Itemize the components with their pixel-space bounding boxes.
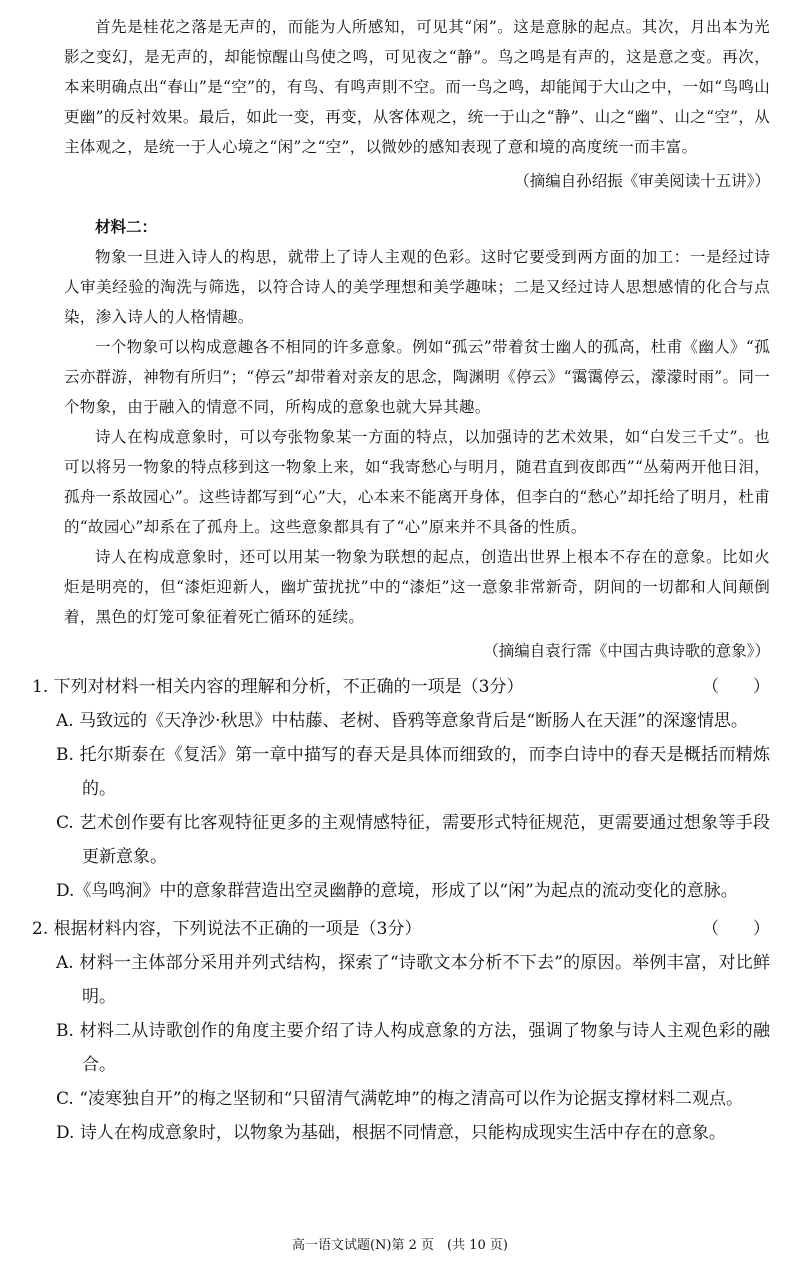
option-c: C. 艺术创作要有比客观特征更多的主观情感特征，需要形式特征规范，更需要通过想象等手段更新意象。 — [56, 813, 770, 867]
option-d: D. 诗人在构成意象时，以物象为基础，根据不同情意，只能构成现实生活中存在的意象。 — [56, 1123, 726, 1143]
question-stem — [32, 670, 770, 704]
material2-paragraph: 诗人在构成意象时，可以夸张物象某一方面的特点，以加强诗的艺术效果，如“白发三千丈”。也可以将另一物象的特点移到这一物象上来，如“我寄愁心与明月，随君直到夜郎西”“丛菊两开他日泪，孤舟一系故园心”。这些诗都写到“心”大，心本来不能离开身体，但李白的“愁心”却托给了明月，杜甫的“故园心”却系在了孤舟上。这些意象都具有了“心”原来并不具备的性质。 — [64, 428, 770, 536]
question-stem-text: 1. 下列对材料一相关内容的理解和分析，不正确的一项是（3分） — [32, 677, 524, 697]
option-b: B. 托尔斯泰在《复活》第一章中描写的春天是具体而细致的，而李白诗中的春天是概括而精炼的。 — [56, 745, 770, 799]
material2-paragraph: 诗人在构成意象时，还可以用某一物象为联想的起点，创造出世界上根本不存在的意象。比如火炬是明亮的，但“漆炬迎新人，幽圹萤扰扰”中的“漆炬”这一意象非常新奇，阴间的一切都和人间颠倒着，黑色的灯笼可象征着死亡循环的延续。 — [64, 548, 770, 626]
page-footer: 高一语文试题(N)第 2 页 (共 10 页) — [291, 1238, 508, 1253]
material2-heading: 材料二： — [95, 217, 158, 236]
material1-paragraph: 首先是桂花之落是无声的，而能为人所感知，可见其“闲”。这是意脉的起点。其次，月出本为光影之变幻，是无声的，却能惊醒山鸟使之鸣，可见夜之“静”。鸟之鸣是有声的，这是意之变。再次，本来明确点出“春山”是“空”的，有鸟、有鸣声則不空。而一鸟之鸣，却能闻于大山之中，一如“鸟鸣山更幽”的反衬效果。最后，如此一变，再变，从客体观之，统一于山之“静”、山之“幽”、山之“空”，从主体观之，是统一于人心境之“闲”之“空”，以微妙的感知表现了意和境的高度统一而丰富。 — [64, 18, 770, 156]
material2-paragraph: 物象一旦进入诗人的构思，就带上了诗人主观的色彩。这时它要受到两方面的加工：一是经过诗人审美经验的淘洗与筛选，以符合诗人的美学理想和美学趣味；二是又经过诗人思想感情的化合与点染，渗入诗人的人格情趣。 — [64, 248, 770, 326]
option-a: A. 马致远的《天净沙·秋思》中枯藤、老树、昏鸦等意象背后是“断肠人在天涯”的深邃情思。 — [56, 711, 748, 731]
material2-paragraph: 一个物象可以构成意趣各不相同的许多意象。例如“孤云”带着贫士幽人的孤高，杜甫《幽人》“孤云亦群游，神物有所归”；“停云”却带着对亲友的思念，陶渊明《停云》“霭霭停云，濛濛时雨”。同一个物象，由于融入的情意不同，所构成的意象也就大异其趣。 — [64, 338, 770, 416]
question-stem-text: 2. 根据材料内容，下列说法不正确的一项是（3分） — [32, 919, 422, 939]
material1-source: （摘编自孙绍振《审美阅读十五讲》） — [514, 172, 770, 190]
option-c: C. “凌寒独自开”的梅之坚韧和“只留清气满乾坤”的梅之清高可以作为论据支撑材料二观点。 — [56, 1089, 743, 1109]
question-2 — [32, 912, 770, 1150]
question-stem — [32, 912, 770, 946]
option-b: B. 材料二从诗歌创作的角度主要介绍了诗人构成意象的方法，强调了物象与诗人主观色彩的融合。 — [56, 1021, 770, 1075]
question-1 — [32, 670, 770, 908]
option-a: A. 材料一主体部分采用并列式结构，探索了“诗歌文本分析不下去”的原因。举例丰富，对比鲜明。 — [56, 953, 770, 1007]
answer-bracket: （ ） — [702, 677, 770, 697]
material2-source: （摘编自袁行霈《中国古典诗歌的意象》） — [483, 642, 770, 660]
answer-bracket: （ ） — [702, 919, 770, 939]
option-d: D.《鸟鸣涧》中的意象群营造出空灵幽静的意境，形成了以“闲”为起点的流动变化的意脉。 — [56, 881, 738, 901]
